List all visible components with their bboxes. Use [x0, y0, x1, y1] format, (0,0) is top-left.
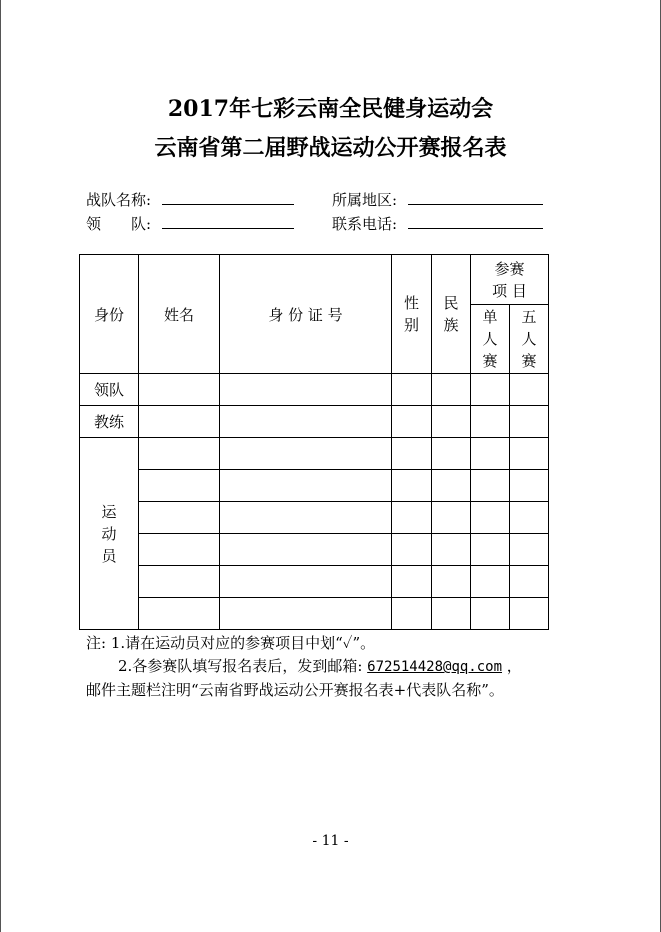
cell[interactable]	[510, 566, 549, 598]
cell[interactable]	[139, 566, 220, 598]
table-row	[80, 598, 549, 630]
table-row	[80, 406, 549, 438]
cell[interactable]	[471, 374, 510, 406]
note-1: 注: 1.请在运动员对应的参赛项目中划“✓”。	[86, 634, 376, 652]
cell[interactable]	[220, 406, 392, 438]
cell[interactable]	[471, 534, 510, 566]
leader-label: 领 队:	[86, 215, 152, 233]
cell[interactable]	[510, 374, 549, 406]
cell[interactable]	[471, 598, 510, 630]
cell[interactable]	[220, 438, 392, 470]
cell[interactable]	[392, 598, 432, 630]
leader-blank[interactable]	[162, 214, 294, 229]
region-blank[interactable]	[408, 190, 543, 205]
region-field	[332, 189, 543, 210]
cell[interactable]	[510, 406, 549, 438]
header-identity: 身份	[80, 255, 139, 374]
cell[interactable]	[392, 438, 432, 470]
cell[interactable]	[139, 502, 220, 534]
cell[interactable]	[220, 470, 392, 502]
header-id-number: 身 份 证 号	[220, 255, 392, 374]
cell[interactable]	[432, 374, 471, 406]
cell[interactable]	[139, 470, 220, 502]
table-row	[80, 566, 549, 598]
cell[interactable]	[432, 502, 471, 534]
page-number: - 11 -	[312, 833, 349, 849]
row-label-athletes: 运 动 员	[80, 438, 139, 630]
phone-field	[332, 213, 543, 234]
cell[interactable]	[392, 502, 432, 534]
cell[interactable]	[510, 438, 549, 470]
header-gender: 性 别	[392, 255, 432, 374]
table-row	[80, 502, 549, 534]
phone-label: 联系电话:	[332, 215, 398, 233]
title-line-1: 2017年七彩云南全民健身运动会	[167, 96, 494, 122]
title-line-2: 云南省第二届野战运动公开赛报名表	[154, 135, 507, 161]
cell[interactable]	[139, 438, 220, 470]
team-name-label: 战队名称:	[86, 191, 152, 209]
cell[interactable]	[392, 374, 432, 406]
cell[interactable]	[432, 598, 471, 630]
cell[interactable]	[471, 406, 510, 438]
cell[interactable]	[510, 502, 549, 534]
header-five: 五 人 赛	[510, 305, 549, 374]
cell[interactable]	[471, 502, 510, 534]
leader-field	[86, 213, 294, 234]
team-name-field	[86, 189, 294, 210]
cell[interactable]	[220, 374, 392, 406]
cell[interactable]	[510, 534, 549, 566]
region-label: 所属地区:	[332, 191, 398, 209]
cell[interactable]	[220, 534, 392, 566]
cell[interactable]	[392, 566, 432, 598]
cell[interactable]	[471, 470, 510, 502]
table-row	[80, 534, 549, 566]
cell[interactable]	[139, 534, 220, 566]
cell[interactable]	[432, 566, 471, 598]
header-ethnicity: 民 族	[432, 255, 471, 374]
cell[interactable]	[392, 406, 432, 438]
header-events: 参赛 项 目	[471, 255, 549, 305]
email-link[interactable]: 672514428@qq.com	[367, 659, 503, 675]
note-2-prefix: 2.各参赛队填写报名表后，发到邮箱:	[118, 657, 363, 675]
cell[interactable]	[139, 598, 220, 630]
cell[interactable]	[510, 598, 549, 630]
cell[interactable]	[510, 470, 549, 502]
header-name: 姓名	[139, 255, 220, 374]
cell[interactable]	[220, 598, 392, 630]
cell[interactable]	[471, 438, 510, 470]
cell[interactable]	[392, 470, 432, 502]
note-3: 邮件主题栏注明“云南省野战运动公开赛报名表+代表队名称”。	[86, 681, 504, 699]
cell[interactable]	[220, 566, 392, 598]
table-row	[80, 374, 549, 406]
header-single: 单 人 赛	[471, 305, 510, 374]
table-row	[80, 438, 549, 470]
cell[interactable]	[139, 374, 220, 406]
phone-blank[interactable]	[408, 214, 543, 229]
row-label-coach: 教练	[80, 406, 139, 438]
cell[interactable]	[471, 566, 510, 598]
cell[interactable]	[220, 502, 392, 534]
registration-table	[79, 254, 549, 630]
cell[interactable]	[139, 406, 220, 438]
cell[interactable]	[432, 406, 471, 438]
row-label-leader: 领队	[80, 374, 139, 406]
team-name-blank[interactable]	[162, 190, 294, 205]
note-2-suffix: ，	[506, 657, 522, 675]
note-2	[118, 655, 522, 676]
cell[interactable]	[392, 534, 432, 566]
cell[interactable]	[432, 438, 471, 470]
table-row	[80, 470, 549, 502]
cell[interactable]	[432, 534, 471, 566]
cell[interactable]	[432, 470, 471, 502]
